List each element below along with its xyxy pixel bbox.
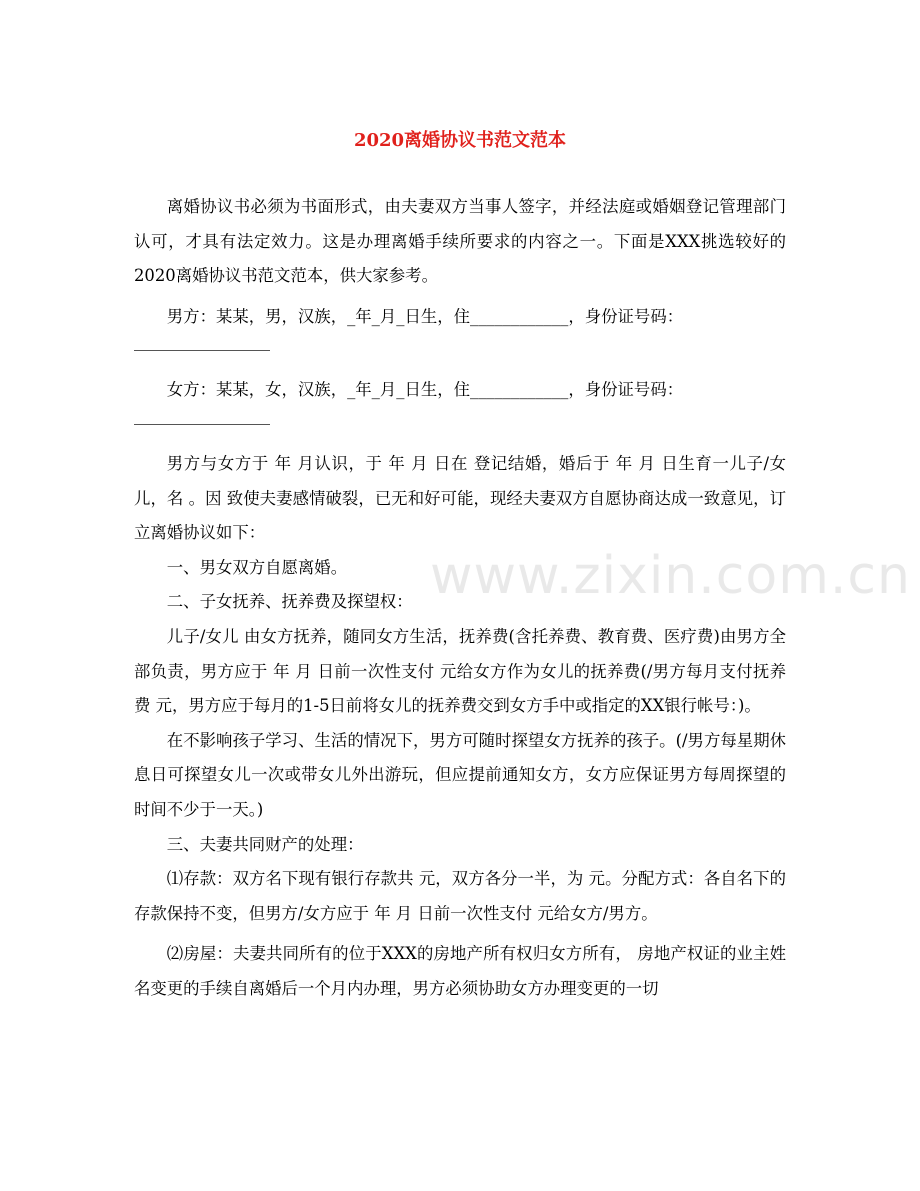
background-paragraph: 男方与女方于 年 月认识，于 年 月 日在 登记结婚，婚后于 年 月 日生育一儿子/女儿，名 。因 致使夫妻感情破裂，已无和好可能，现经夫妻双方自愿协商达成一致意见，订立离婚协议如下： <box>134 453 786 543</box>
house-paragraph: ⑵房屋：夫妻共同所有的位于XXX的房地产所有权归女方所有， 房地产权证的业主姓名变更的手续自离婚后一个月内办理，男方必须协助女方办理变更的一切 <box>134 944 786 998</box>
clause-2-paragraph: 二、子女抚养、抚养费及探望权： <box>166 592 413 612</box>
deposit-paragraph: ⑴存款：双方名下现有银行存款共 元，双方各分一半，为 元。分配方式：各自名下的存款保持不变，但男方/女方应于 年 月 日前一次性支付 元给女方/男方。 <box>134 869 786 923</box>
clause-1-paragraph: 一、男女双方自愿离婚。 <box>166 557 348 577</box>
intro-paragraph: 离婚协议书必须为书面形式，由夫妻双方当事人签字，并经法庭或婚姻登记管理部门认可，才具有法定效力。这是办理离婚手续所要求的内容之一。下面是XXX挑选较好的2020离婚协议书范文范本，供大家参考。 <box>134 197 786 286</box>
male-party-paragraph: 男方：某某，男，汉族，_年_月_日生，住____________，身份证号码： <box>166 306 684 326</box>
custody-paragraph: 儿子/女儿 由女方抚养，随同女方生活，抚养费(含托养费、教育费、医疗费)由男方全部负责，男方应于 年 月 日前一次性支付 元给女方作为女儿的抚养费(/男方每月支付抚养费 元，男方应于每月的1-5日前将女儿的抚养费交到女方手中或指定的XX银行帐号：)。 <box>134 626 786 716</box>
document-body <box>134 190 786 1006</box>
document-title: 2020离婚协议书范文范本 <box>353 130 567 151</box>
visitation-paragraph: 在不影响孩子学习、生活的情况下，男方可随时探望女方抚养的孩子。(/男方每星期休息日可探望女儿一次或带女儿外出游玩，但应提前通知女方，女方应保证男方每周探望的时间不少于一天。) <box>134 730 786 819</box>
female-party-paragraph: 女方：某某，女，汉族，_年_月_日生，住____________，身份证号码： <box>166 380 684 400</box>
clause-3-paragraph: 三、夫妻共同财产的处理： <box>166 834 364 854</box>
watermark-text: www.zixin.com.cn <box>430 546 911 606</box>
